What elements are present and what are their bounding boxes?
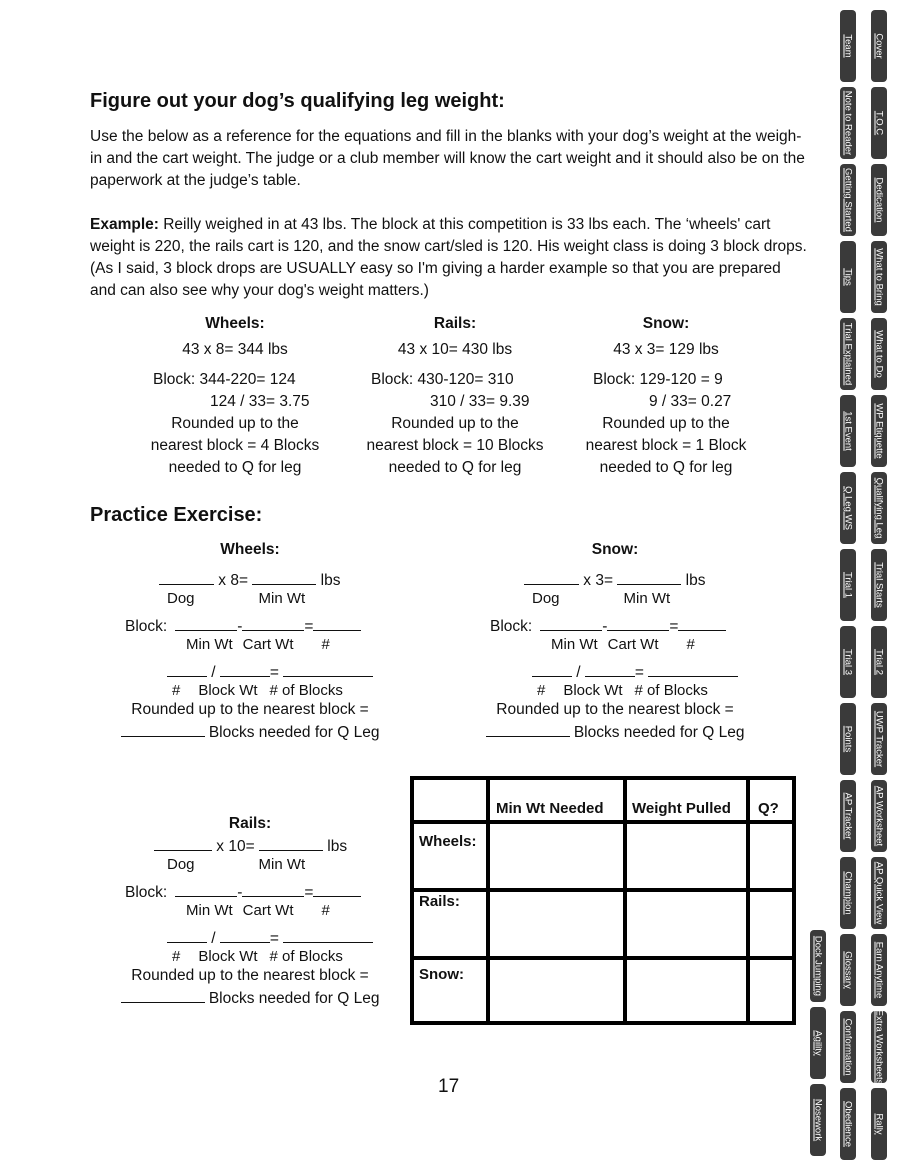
tab-label: Points: [842, 725, 854, 753]
equals-sign-2: =: [269, 664, 284, 681]
tab-glossary[interactable]: [840, 934, 856, 1006]
sub-hash: #: [321, 902, 330, 919]
tab-label: Nosework: [812, 1098, 824, 1142]
tab-qualifying-leg[interactable]: [871, 472, 887, 544]
practice-snow-round: Rounded up to the nearest block =: [496, 701, 734, 718]
lbs-text: lbs: [316, 572, 341, 589]
practice-snow: [470, 541, 760, 744]
tab-label: Trial 1: [842, 571, 854, 599]
example-snow-title: Snow:: [642, 315, 690, 332]
slash-sign: /: [207, 930, 220, 947]
min-wt-label: Min Wt: [258, 590, 306, 607]
tab-ap-worksheet[interactable]: [871, 780, 887, 852]
example-snow-div: 9 / 33= 0.27: [649, 393, 732, 410]
lbs-text: lbs: [322, 838, 348, 855]
tab-what-to-bring[interactable]: [871, 241, 887, 313]
practice-rails-needed-line: [105, 987, 395, 1010]
sub-num-blocks: # of Blocks: [269, 948, 343, 965]
tab-label: Glossary: [842, 951, 854, 989]
tab-label: Q Leg WS: [842, 486, 854, 530]
sub-min-wt: Min Wt: [186, 636, 233, 653]
block-result-blank[interactable]: [313, 881, 361, 897]
example-wheels-block: Block: 344-220= 124: [153, 371, 296, 388]
tab-label: 1st Event: [842, 411, 854, 451]
table-rule: [792, 776, 796, 1025]
example-snow-r2: nearest block = 1 Block: [585, 437, 747, 454]
tab-label: Agility: [812, 1030, 824, 1056]
tab-label: WP Etiquette: [873, 403, 885, 459]
tab-label: Cover: [873, 33, 885, 59]
sub-cart-wt: Cart Wt: [242, 636, 294, 653]
tab-label: Getting Started: [842, 168, 854, 232]
example-wheels-r1: Rounded up to the: [171, 415, 299, 432]
div-num-blank[interactable]: [532, 661, 572, 677]
table-rule: [623, 776, 627, 1025]
tab-cover[interactable]: [871, 10, 887, 82]
lbs-text: lbs: [681, 572, 706, 589]
practice-snow-block-line: [470, 615, 760, 636]
equals-sign: =: [669, 618, 679, 635]
example-wheels-r3: needed to Q for leg: [168, 459, 302, 476]
tab-conformation[interactable]: [840, 1011, 856, 1083]
block-label: Block:: [490, 618, 533, 635]
practice-wheels-needed-line: [105, 721, 395, 744]
tab-q-leg-ws[interactable]: [840, 472, 856, 544]
practice-snow-mult-line: [470, 569, 760, 590]
tab-champion[interactable]: [840, 857, 856, 929]
equals-sign-2: =: [269, 930, 284, 947]
tab-trial-3[interactable]: [840, 626, 856, 698]
practice-wheels-mult-sub: [105, 590, 395, 607]
row-rails: Rails:: [419, 893, 460, 910]
tab-trial-1[interactable]: [840, 549, 856, 621]
example-snow-calc: 43 x 3= 129 lbs: [613, 341, 719, 358]
practice-rails-mult-sub: [105, 856, 395, 873]
blocks-needed-blank[interactable]: [486, 721, 570, 737]
practice-wheels-round: Rounded up to the nearest block =: [131, 701, 369, 718]
tab-extra-worksheets[interactable]: [871, 1011, 887, 1083]
tab-trial-explained[interactable]: [840, 318, 856, 390]
div-block-wt-blank[interactable]: [585, 661, 635, 677]
practice-wheels-div-line: [105, 661, 395, 682]
tab-label: T.O.C: [873, 110, 885, 136]
sub-hash: #: [686, 636, 695, 653]
block-label: Block:: [125, 618, 168, 635]
min-wt-label: Min Wt: [623, 590, 671, 607]
practice-snow-div-sub: [470, 682, 760, 699]
dog-weight-blank[interactable]: [159, 569, 214, 585]
div-result-blank[interactable]: [283, 661, 373, 677]
example-rails-r1: Rounded up to the: [391, 415, 519, 432]
tab-ap-tracker[interactable]: [840, 780, 856, 852]
tab-label: Earn Anytime: [873, 941, 885, 999]
block-cart-wt-blank[interactable]: [242, 615, 304, 631]
minus-sign: -: [602, 618, 608, 635]
tab-label: Team: [842, 34, 854, 58]
tab-label: Dedication: [873, 177, 885, 223]
example-snow: [575, 313, 757, 479]
tab-label: Dock Jumping: [812, 935, 824, 997]
tab-label: What to Bring: [873, 248, 885, 306]
equals-sign: =: [304, 884, 314, 901]
tab-label: Trial 3: [842, 648, 854, 676]
tab-label: Qualifying Leg: [873, 477, 885, 539]
practice-snow-block-sub: [470, 636, 760, 653]
example-snow-block: Block: 129-120 = 9: [593, 371, 723, 388]
tab-label: Rally: [873, 1113, 885, 1135]
needed-text: Blocks needed for Q Leg: [204, 724, 380, 741]
block-result-blank[interactable]: [678, 615, 726, 631]
sub-block-wt: Block Wt: [198, 948, 258, 965]
practice-snow-needed-line: [470, 721, 760, 744]
practice-snow-title: Snow:: [591, 541, 639, 558]
example-wheels: [140, 313, 330, 479]
tab-label: Tips: [842, 268, 854, 286]
tab-wp-etiquette[interactable]: [871, 395, 887, 467]
min-wt-blank[interactable]: [252, 569, 316, 585]
block-min-wt-blank[interactable]: [175, 881, 237, 897]
tab-team[interactable]: [840, 10, 856, 82]
sub-block-wt: Block Wt: [198, 682, 258, 699]
table-rule: [410, 956, 796, 960]
mult-text: x 3=: [579, 572, 618, 589]
blocks-needed-blank[interactable]: [121, 721, 205, 737]
mult-text: x 8=: [214, 572, 253, 589]
example-snow-r3: needed to Q for leg: [599, 459, 733, 476]
equals-sign-2: =: [634, 664, 649, 681]
row-wheels: Wheels:: [419, 833, 477, 850]
min-wt-blank[interactable]: [617, 569, 681, 585]
dog-label: Dog: [167, 856, 195, 873]
min-wt-label: Min Wt: [258, 856, 306, 873]
sub-hash-2: #: [537, 682, 546, 699]
sub-min-wt: Min Wt: [551, 636, 598, 653]
block-min-wt-blank[interactable]: [175, 615, 237, 631]
tab-getting-started[interactable]: [840, 164, 856, 236]
block-cart-wt-blank[interactable]: [242, 881, 304, 897]
page-heading: Figure out your dog’s qualifying leg weight:: [90, 90, 505, 112]
block-cart-wt-blank[interactable]: [607, 615, 669, 631]
tab-tips[interactable]: [840, 241, 856, 313]
tab-label: UWP Tracker: [873, 710, 885, 768]
sub-num-blocks: # of Blocks: [269, 682, 343, 699]
tab-t-o-c[interactable]: [871, 87, 887, 159]
needed-text: Blocks needed for Q Leg: [204, 990, 380, 1007]
needed-text: Blocks needed for Q Leg: [569, 724, 745, 741]
sub-num-blocks: # of Blocks: [634, 682, 708, 699]
tab-earn-anytime[interactable]: [871, 934, 887, 1006]
tab-obedience[interactable]: [840, 1088, 856, 1160]
example-text: Reilly weighed in at 43 lbs. The block at this competition is 33 lbs each. The ‘wheels' cart weight is 220, the rails cart is 120, and the snow cart/sled is 120. His weight class is doing 3 block drops. (As I said, 3 block drops are USUALLY easy so I'm giving a harder example so that you are prepared and can also see why your dog's weight matters.): [90, 216, 807, 299]
practice-wheels-div-sub: [105, 682, 395, 699]
div-block-wt-blank[interactable]: [220, 661, 270, 677]
sub-cart-wt: Cart Wt: [242, 902, 294, 919]
min-wt-blank[interactable]: [259, 835, 323, 851]
practice-rails-title: Rails:: [228, 815, 272, 832]
practice-rails-block-sub: [105, 902, 395, 919]
tab-ap-quick-view[interactable]: [871, 857, 887, 929]
table-rule: [486, 776, 490, 1025]
div-result-blank[interactable]: [648, 661, 738, 677]
practice-rails-block-line: [105, 881, 395, 902]
intro-paragraph: Use the below as a reference for the equations and fill in the blanks with your dog’s weight at the weigh-in and the cart weight. The judge or a club member will know the cart weight and it should also be on the paperwork at the judge’s table.: [90, 128, 805, 189]
tab-uwp-tracker[interactable]: [871, 703, 887, 775]
minus-sign: -: [237, 884, 243, 901]
dog-label: Dog: [532, 590, 560, 607]
table-rule: [746, 776, 750, 1025]
tab-label: AP Quick View: [873, 861, 885, 925]
practice-snow-div-line: [470, 661, 760, 682]
sub-hash-2: #: [172, 682, 181, 699]
tab-agility[interactable]: [810, 1007, 826, 1079]
tab-trial-starts[interactable]: [871, 549, 887, 621]
dog-weight-blank[interactable]: [154, 835, 212, 851]
tab-1st-event[interactable]: [840, 395, 856, 467]
tab-points[interactable]: [840, 703, 856, 775]
practice-rails: [105, 815, 395, 1010]
div-num-blank[interactable]: [167, 661, 207, 677]
sub-block-wt: Block Wt: [563, 682, 623, 699]
tab-label: Trial 2: [873, 648, 885, 676]
tab-dedication[interactable]: [871, 164, 887, 236]
tab-label: AP Worksheet: [873, 785, 885, 847]
example-rails-block: Block: 430-120= 310: [371, 371, 514, 388]
example-wheels-div: 124 / 33= 3.75: [210, 393, 310, 410]
div-result-blank[interactable]: [283, 927, 373, 943]
tab-note-to-reader[interactable]: [840, 87, 856, 159]
header-q: Q?: [758, 800, 779, 817]
results-table: [410, 776, 796, 1025]
example-wheels-r2: nearest block = 4 Blocks: [150, 437, 320, 454]
practice-wheels-mult-line: [105, 569, 395, 590]
div-num-blank[interactable]: [167, 927, 207, 943]
example-rails-calc: 43 x 10= 430 lbs: [397, 341, 513, 358]
header-min-wt-needed: Min Wt Needed: [496, 800, 604, 817]
practice-wheels-block-sub: [105, 636, 395, 653]
example-wheels-title: Wheels:: [205, 315, 265, 332]
example-rails-div: 310 / 33= 9.39: [430, 393, 530, 410]
block-label: Block:: [125, 884, 168, 901]
slash-sign: /: [572, 664, 585, 681]
blocks-needed-blank[interactable]: [121, 987, 205, 1003]
table-rule: [410, 776, 414, 1025]
practice-snow-mult-sub: [470, 590, 760, 607]
practice-rails-mult-line: [105, 835, 395, 856]
practice-wheels-block-line: [105, 615, 395, 636]
tab-label: Conformation: [842, 1018, 854, 1076]
block-result-blank[interactable]: [313, 615, 361, 631]
tab-what-to-do[interactable]: [871, 318, 887, 390]
example-wheels-calc: 43 x 8= 344 lbs: [182, 341, 288, 358]
slash-sign: /: [207, 664, 220, 681]
tab-nosework[interactable]: [810, 1084, 826, 1156]
table-rule: [410, 1021, 796, 1025]
example-paragraph: [90, 214, 810, 302]
page-number: 17: [438, 1076, 460, 1097]
tab-label: Champion: [842, 871, 854, 915]
table-rule: [410, 888, 796, 892]
header-weight-pulled: Weight Pulled: [632, 800, 731, 817]
mult-text: x 10=: [212, 838, 259, 855]
practice-rails-div-sub: [105, 948, 395, 965]
tab-label: Extra Worksheets: [873, 1009, 885, 1085]
table-rule: [410, 776, 796, 780]
practice-heading: Practice Exercise:: [90, 504, 263, 526]
practice-rails-div-line: [105, 927, 395, 948]
tab-label: AP Tracker: [842, 792, 854, 840]
example-label: Example:: [90, 216, 159, 233]
practice-wheels: [105, 541, 395, 744]
table-rule: [410, 820, 796, 824]
tab-label: Obedience: [842, 1101, 854, 1147]
example-snow-r1: Rounded up to the: [602, 415, 730, 432]
sub-hash: #: [321, 636, 330, 653]
tab-rally[interactable]: [871, 1088, 887, 1160]
row-snow: Snow:: [419, 966, 464, 983]
div-block-wt-blank[interactable]: [220, 927, 270, 943]
sub-cart-wt: Cart Wt: [607, 636, 659, 653]
dog-label: Dog: [167, 590, 195, 607]
dog-weight-blank[interactable]: [524, 569, 579, 585]
example-rails-r3: needed to Q for leg: [388, 459, 522, 476]
tab-label: Trial Explained: [842, 322, 854, 386]
example-rails-r2: nearest block = 10 Blocks: [366, 437, 544, 454]
sub-min-wt: Min Wt: [186, 902, 233, 919]
tab-label: Note to Reader: [842, 90, 854, 156]
minus-sign: -: [237, 618, 243, 635]
sub-hash-2: #: [172, 948, 181, 965]
tab-label: Trial Starts: [873, 562, 885, 608]
block-min-wt-blank[interactable]: [540, 615, 602, 631]
example-rails: [355, 313, 555, 479]
tab-trial-2[interactable]: [871, 626, 887, 698]
equals-sign: =: [304, 618, 314, 635]
example-rails-title: Rails:: [433, 315, 477, 332]
practice-rails-round: Rounded up to the nearest block =: [131, 967, 369, 984]
tab-dock-jumping[interactable]: [810, 930, 826, 1002]
tab-label: What to Do: [873, 330, 885, 378]
practice-wheels-title: Wheels:: [220, 541, 280, 558]
